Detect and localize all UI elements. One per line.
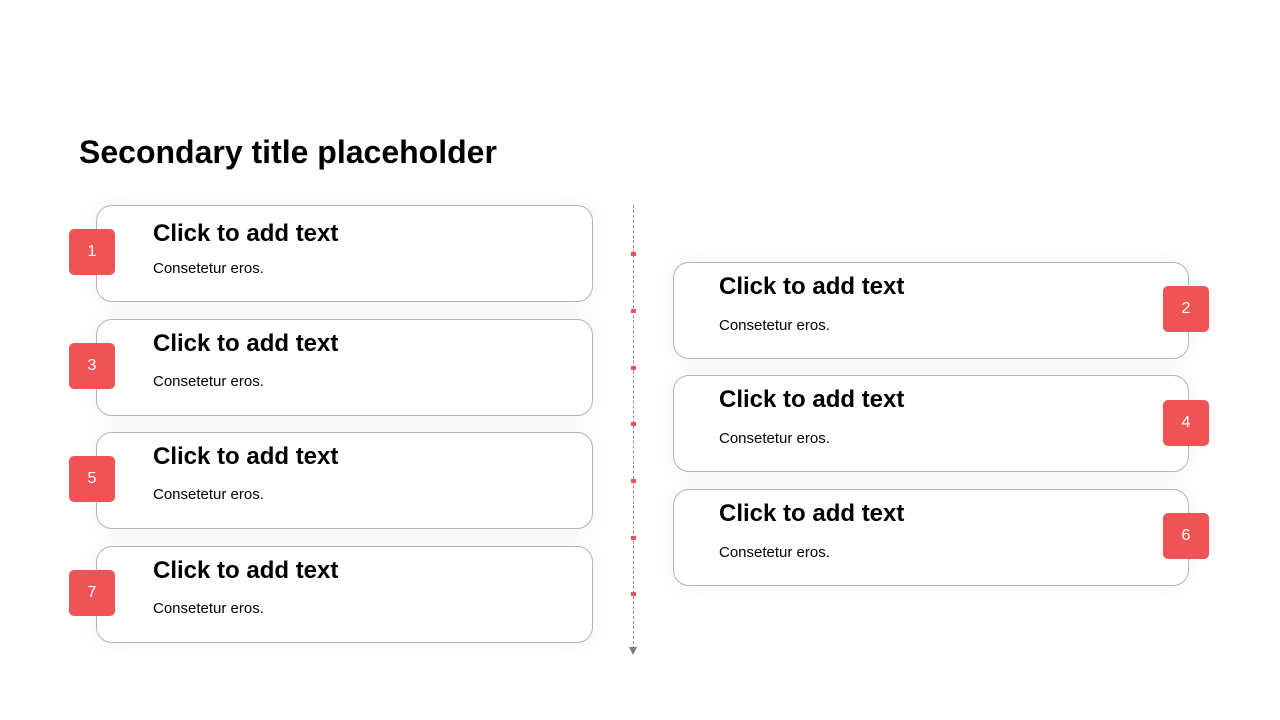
text-box-heading[interactable]: Click to add text: [153, 330, 339, 357]
number-badge-2: 2: [1163, 286, 1209, 332]
text-box-3[interactable]: [96, 319, 593, 416]
text-box-heading[interactable]: Click to add text: [153, 220, 339, 247]
text-box-heading[interactable]: Click to add text: [719, 386, 905, 413]
text-box-description[interactable]: Consetetur eros.: [719, 544, 830, 561]
timeline-marker: [631, 309, 636, 313]
text-box-description[interactable]: Consetetur eros.: [719, 430, 830, 447]
number-badge-1: 1: [69, 229, 115, 275]
text-box-description[interactable]: Consetetur eros.: [719, 317, 830, 334]
timeline-marker: [631, 366, 636, 370]
text-box-description[interactable]: Consetetur eros.: [153, 600, 264, 617]
text-box-description[interactable]: Consetetur eros.: [153, 486, 264, 503]
number-badge-3: 3: [69, 343, 115, 389]
text-box-4[interactable]: [673, 375, 1189, 472]
number-badge-4: 4: [1163, 400, 1209, 446]
number-badge-7: 7: [69, 570, 115, 616]
text-box-description[interactable]: Consetetur eros.: [153, 373, 264, 390]
text-box-heading[interactable]: Click to add text: [153, 557, 339, 584]
text-box-6[interactable]: [673, 489, 1189, 586]
text-box-heading[interactable]: Click to add text: [153, 443, 339, 470]
number-badge-6: 6: [1163, 513, 1209, 559]
text-box-5[interactable]: [96, 432, 593, 529]
text-box-7[interactable]: [96, 546, 593, 643]
text-box-description[interactable]: Consetetur eros.: [153, 260, 264, 277]
timeline-marker: [631, 479, 636, 483]
text-box-heading[interactable]: Click to add text: [719, 500, 905, 527]
timeline-marker: [631, 422, 636, 426]
timeline-marker: [631, 252, 636, 256]
timeline-divider: [633, 205, 634, 649]
timeline-marker: [631, 536, 636, 540]
slide-title[interactable]: Secondary title placeholder: [79, 134, 497, 170]
number-badge-5: 5: [69, 456, 115, 502]
arrow-down-icon: [629, 647, 637, 655]
text-box-2[interactable]: [673, 262, 1189, 359]
text-box-heading[interactable]: Click to add text: [719, 273, 905, 300]
timeline-marker: [631, 592, 636, 596]
text-box-1[interactable]: [96, 205, 593, 302]
